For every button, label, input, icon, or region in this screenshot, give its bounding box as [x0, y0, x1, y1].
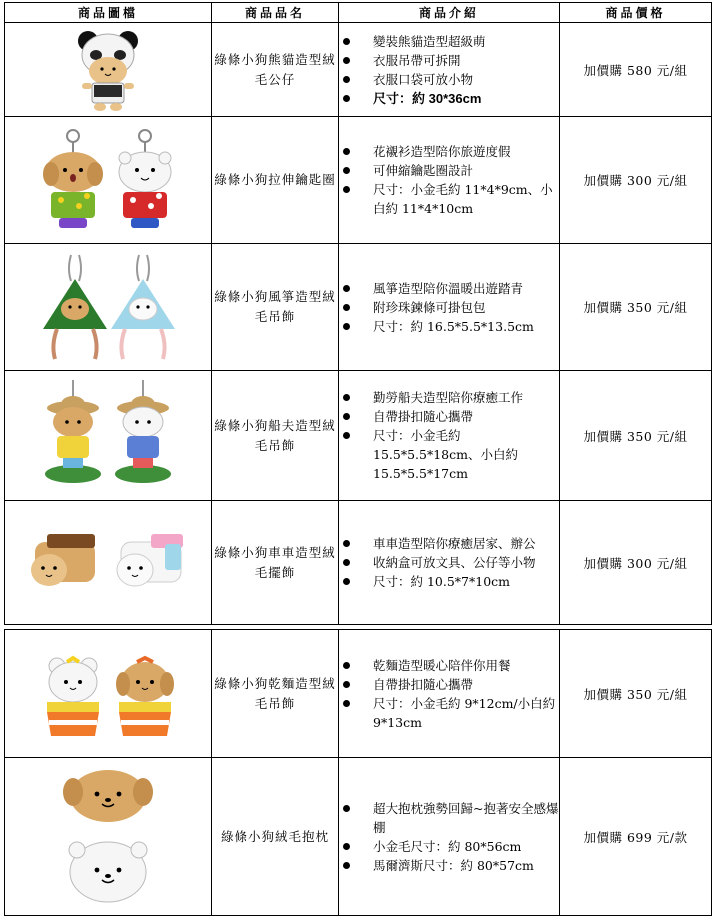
hawaiian-shirt-dog-keychain-icon	[33, 126, 183, 234]
product-description	[339, 244, 560, 371]
product-price: 加價購 300 元/組	[560, 117, 712, 244]
product-price: 加價購 350 元/組	[560, 244, 712, 371]
desc-bullet: 尺寸：約 10.5*7*10cm	[339, 572, 559, 591]
product-image-cell	[5, 117, 212, 244]
product-row	[5, 117, 712, 244]
product-row	[5, 501, 712, 625]
product-name: 綠條小狗風箏造型絨毛吊飾	[212, 244, 339, 371]
product-image-cell	[5, 758, 212, 916]
desc-bullet: 衣服吊帶可拆開	[339, 51, 559, 70]
product-name: 綠條小狗車車造型絨毛擺飾	[212, 501, 339, 625]
desc-bullet: 花襯衫造型陪你旅遊度假	[339, 142, 559, 161]
product-price: 加價購 350 元/組	[560, 630, 712, 758]
desc-bullet: 尺寸：約 30*36cm	[339, 89, 559, 108]
product-image-cell	[5, 371, 212, 501]
product-row	[5, 371, 712, 501]
header-row	[5, 3, 712, 23]
product-row	[5, 23, 712, 117]
product-description	[339, 758, 560, 916]
desc-bullet: 馬爾濟斯尺寸：約 80*57cm	[339, 856, 559, 875]
header-image: 商品圖檔	[5, 3, 212, 23]
product-row	[5, 758, 712, 916]
desc-bullet: 可伸縮鑰匙圈設計	[339, 161, 559, 180]
desc-bullet: 衣服口袋可放小物	[339, 70, 559, 89]
panda-costume-dog-plush-icon	[68, 27, 148, 113]
product-price: 加價購 350 元/組	[560, 371, 712, 501]
product-name: 綠條小狗船夫造型絨毛吊飾	[212, 371, 339, 501]
product-name: 綠條小狗熊貓造型絨毛公仔	[212, 23, 339, 117]
desc-bullet: 勤勞船夫造型陪你療癒工作	[339, 388, 559, 407]
desc-bullet: 乾麵造型暖心陪伴你用餐	[339, 656, 559, 675]
product-image-cell	[5, 630, 212, 758]
product-description	[339, 23, 560, 117]
product-table-page-1	[4, 2, 712, 625]
desc-bullet: 自帶掛扣隨心攜帶	[339, 407, 559, 426]
product-description	[339, 630, 560, 758]
car-dog-organizer-icon	[23, 528, 193, 598]
product-description	[339, 117, 560, 244]
noodle-cup-dog-charm-icon	[33, 646, 183, 742]
header-name: 商品品名	[212, 3, 339, 23]
product-price: 加價購 699 元/款	[560, 758, 712, 916]
product-row	[5, 244, 712, 371]
product-table-page-2	[4, 629, 712, 916]
dog-face-pillow-icon	[53, 762, 163, 912]
desc-bullet: 尺寸：約 16.5*5.5*13.5cm	[339, 317, 559, 336]
product-name: 綠條小狗乾麵造型絨毛吊飾	[212, 630, 339, 758]
product-price: 加價購 580 元/組	[560, 23, 712, 117]
header-intro: 商品介紹	[339, 3, 560, 23]
desc-bullet: 小金毛尺寸：約 80*56cm	[339, 837, 559, 856]
desc-bullet: 自帶掛扣隨心攜帶	[339, 675, 559, 694]
product-price: 加價購 300 元/組	[560, 501, 712, 625]
kite-dog-charm-icon	[33, 251, 183, 363]
desc-bullet: 尺寸：小金毛約 9*12cm/小白約 9*13cm	[339, 694, 559, 732]
product-name: 綠條小狗絨毛抱枕	[212, 758, 339, 916]
product-image-cell	[5, 244, 212, 371]
desc-bullet: 超大抱枕強勢回歸~抱著安全感爆棚	[339, 799, 559, 837]
desc-bullet: 尺寸：小金毛約 15.5*5.5*18cm、小白約 15.5*5.5*17cm	[339, 426, 559, 483]
desc-bullet: 收納盒可放文具、公仔等小物	[339, 553, 559, 572]
product-image-cell	[5, 23, 212, 117]
desc-bullet: 變裝熊貓造型超級萌	[339, 32, 559, 51]
desc-bullet: 車車造型陪你療癒居家、辦公	[339, 534, 559, 553]
product-name: 綠條小狗拉伸鑰匙圈	[212, 117, 339, 244]
desc-bullet: 附珍珠鍊條可掛包包	[339, 298, 559, 317]
boatman-dog-charm-icon	[33, 378, 183, 494]
product-description	[339, 371, 560, 501]
product-row	[5, 630, 712, 758]
product-image-cell	[5, 501, 212, 625]
desc-bullet: 風箏造型陪你溫暖出遊踏青	[339, 279, 559, 298]
product-description	[339, 501, 560, 625]
header-price: 商品價格	[560, 3, 712, 23]
desc-bullet: 尺寸：小金毛約 11*4*9cm、小白約 11*4*10cm	[339, 180, 559, 218]
